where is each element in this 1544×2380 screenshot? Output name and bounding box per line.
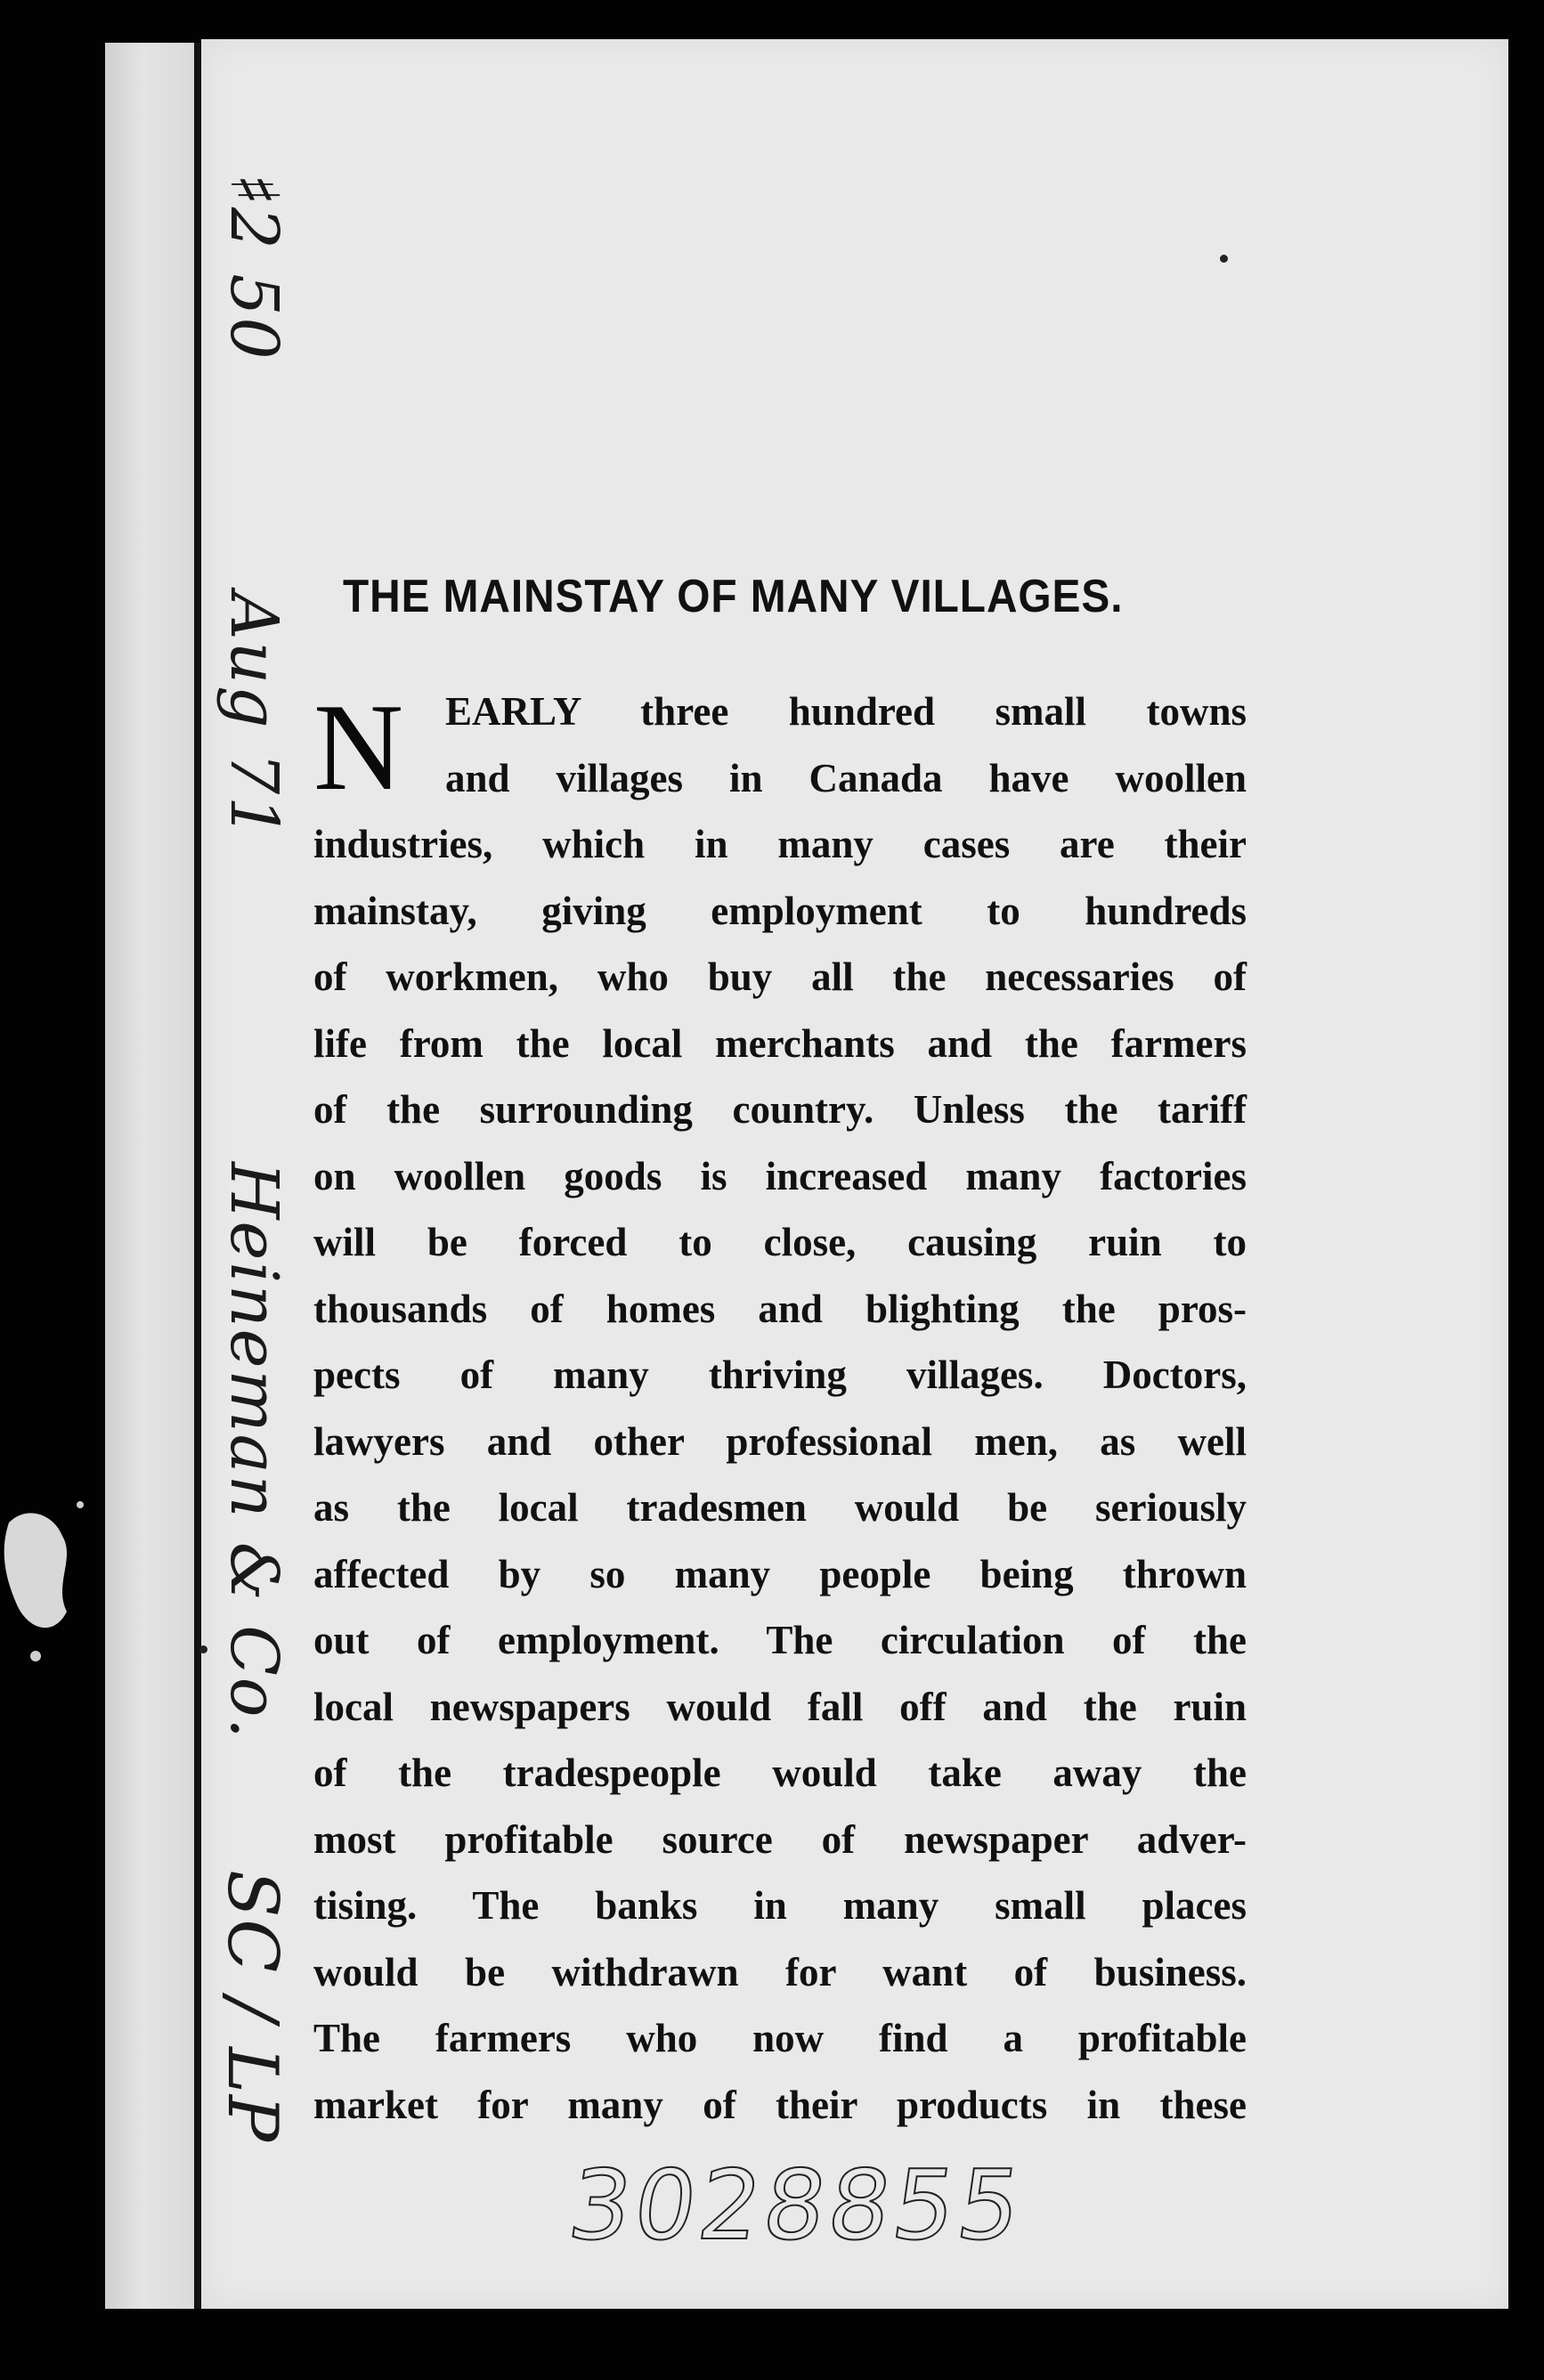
- page-title: THE MAINSTAY OF MANY VILLAGES.: [343, 571, 1124, 622]
- binding-edge-line: [194, 43, 201, 2309]
- margin-note-date: Aug 71: [215, 592, 292, 841]
- margin-note-name: Heineman & Co.: [215, 1162, 292, 1741]
- text-line: would be withdrawn for want of business.: [313, 1949, 1247, 1994]
- handwritten-number: 3028855: [562, 2150, 1031, 2262]
- text-line: lawyers and other professional men, as well: [313, 1418, 1247, 1464]
- margin-note-top: ♯2 50: [215, 174, 292, 361]
- text-line: pects of many thriving villages. Doctors,: [313, 1352, 1247, 1397]
- text-line: out of employment. The circulation of the: [313, 1618, 1247, 1662]
- article-body: [313, 678, 1247, 2138]
- ink-speck: [1220, 255, 1228, 263]
- text-line: industries, which in many cases are their: [313, 822, 1247, 866]
- text-line: and villages in Canada have woollen: [445, 755, 1247, 800]
- text-line: most profitable source of newspaper adver-: [313, 1816, 1247, 1862]
- ink-speck: [199, 1645, 207, 1653]
- text-line: The farmers who now find a profitable: [313, 2016, 1247, 2060]
- text-line: life from the local merchants and the farmers: [313, 1020, 1247, 1066]
- text-line: thousands of homes and blighting the pros-: [313, 1286, 1247, 1331]
- text-line: of the surrounding country. Unless the tariff: [313, 1087, 1247, 1132]
- text-line-content: EARLY three hundred small towns: [445, 689, 1247, 734]
- drop-cap: N: [313, 678, 404, 816]
- text-line: local newspapers would fall off and the ruin: [313, 1684, 1247, 1729]
- binding-strip: [105, 43, 199, 2309]
- text-line: tising. The banks in many small places: [313, 1883, 1247, 1928]
- text-line: affected by so many people being thrown: [313, 1551, 1247, 1596]
- text-line: of the tradespeople would take away the: [313, 1750, 1247, 1795]
- text-line: market for many of their products in these: [313, 2082, 1247, 2127]
- text-line: on woollen goods is increased many factories: [313, 1153, 1247, 1198]
- paper-debris: [0, 1487, 98, 1683]
- margin-note-reference: SC / LP: [212, 1870, 292, 2144]
- text-line: mainstay, giving employment to hundreds: [313, 888, 1247, 933]
- text-line: of workmen, who buy all the necessaries of: [313, 954, 1247, 999]
- text-line: as the local tradesmen would be seriously: [313, 1485, 1247, 1530]
- text-line: will be forced to close, causing ruin to: [313, 1220, 1247, 1264]
